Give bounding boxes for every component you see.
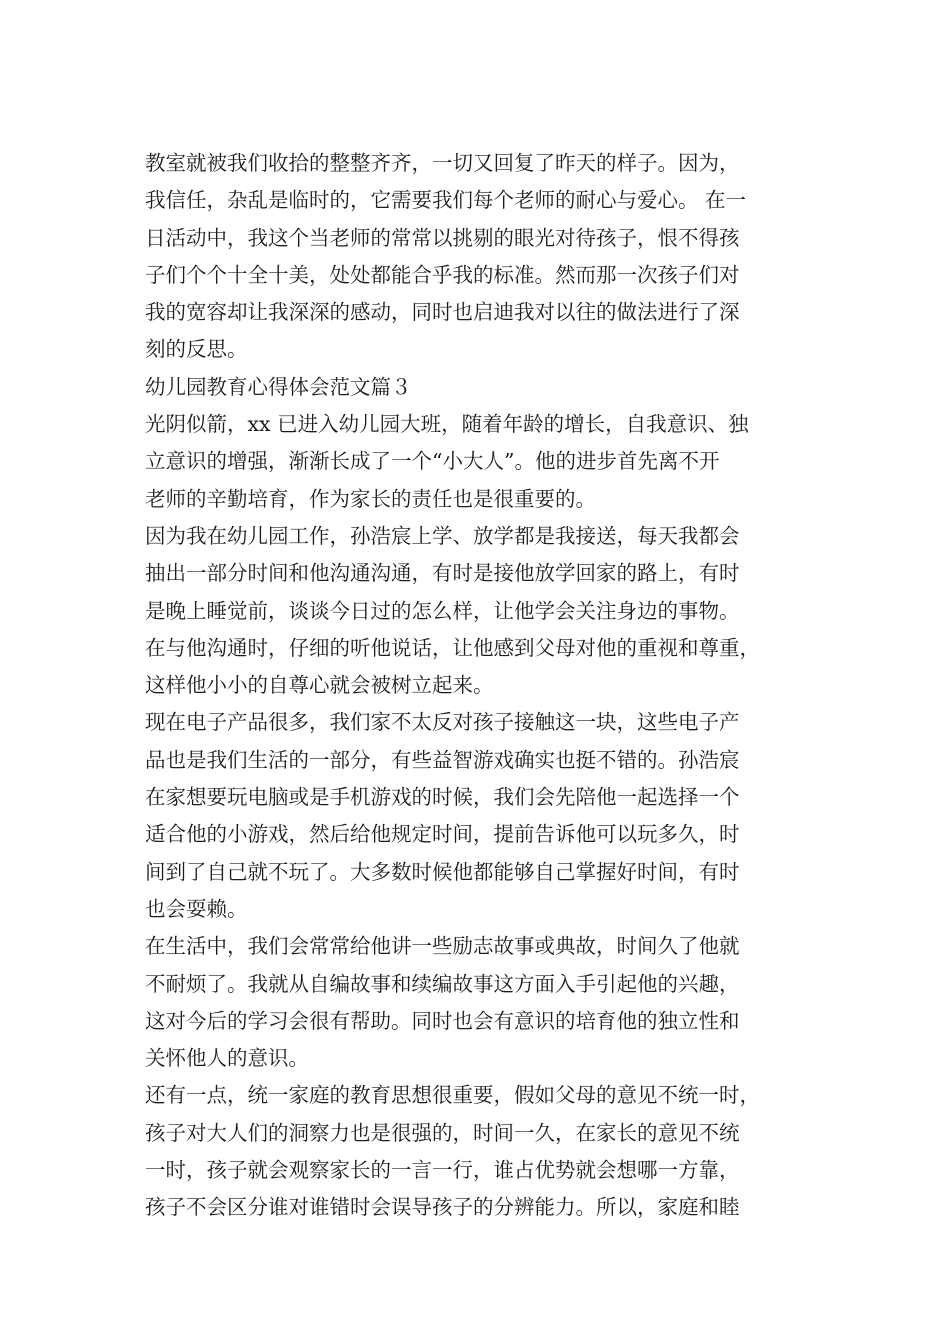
text-line: 不耐烦了。我就从自编故事和续编故事这方面入手引起他的兴趣，: [145, 971, 740, 996]
text-line: 关怀他人的意识。: [145, 1046, 309, 1071]
text-line: 也会耍赖。: [145, 896, 248, 921]
text-line: 教室就被我们收拾的整整齐齐，一切又回复了昨天的样子。因为，: [145, 151, 740, 175]
text-line: 在生活中，我们会常常给他讲一些励志故事或典故，时间久了他就: [145, 934, 740, 959]
text-line: 老师的辛勤培育，作为家长的责任也是很重要的。: [145, 486, 596, 511]
text-line: 这样他小小的自尊心就会被树立起来。: [145, 673, 494, 698]
text-line: 孩子对大人们的洞察力也是很强的，时间一久，在家长的意见不统: [145, 1120, 740, 1145]
text-line: 子们个个十全十美，处处都能合乎我的标准。然而那一次孩子们对: [145, 262, 740, 287]
text-line: 适合他的小游戏，然后给他规定时间，提前告诉他可以玩多久，时: [145, 822, 740, 847]
document-body: [145, 145, 810, 1227]
text-line: 我的宽容却让我深深的感动，同时也启迪我对以往的做法进行了深: [145, 300, 740, 325]
text-line: 我信任，杂乱是临时的，它需要我们每个老师的耐心与爱心。 在一: [145, 188, 747, 213]
text-line: 现在电子产品很多，我们家不太反对孩子接触这一块，这些电子产: [145, 710, 740, 735]
text-line: 一时，孩子就会观察家长的一言一行，谁占优势就会想哪一方靠，: [145, 1158, 740, 1183]
text-line: 间到了自己就不玩了。大多数时候他都能够自己掌握好时间，有时: [145, 859, 740, 884]
text-line: 光阴似箭，xx 已进入幼儿园大班，随着年龄的增长，自我意识、独: [145, 412, 749, 437]
text-line: 刻的反思。: [145, 337, 248, 362]
text-line: 还有一点，统一家庭的教育思想很重要，假如父母的意见不统一时，: [145, 1083, 760, 1108]
text-line: 是晚上睡觉前，谈谈今日过的怎么样，让他学会关注身边的事物。: [145, 598, 740, 623]
text-line: 在与他沟通时，仔细的听他说话，让他感到父母对他的重视和尊重，: [145, 635, 760, 660]
section-heading: 幼儿园教育心得体会范文篇３: [145, 374, 412, 399]
text-line: 因为我在幼儿园工作，孙浩宸上学、放学都是我接送，每天我都会: [145, 523, 740, 548]
text-line: 在家想要玩电脑或是手机游戏的时候，我们会先陪他一起选择一个: [145, 785, 740, 810]
text-line: 日活动中，我这个当老师的常常以挑剔的眼光对待孩子，恨不得孩: [145, 225, 740, 250]
text-line: 品也是我们生活的一部分，有些益智游戏确实也挺不错的。孙浩宸: [145, 747, 740, 772]
text-line: 立意识的增强，渐渐长成了一个“小大人”。他的进步首先离不开: [145, 449, 720, 474]
text-line: 这对今后的学习会很有帮助。同时也会有意识的培育他的独立性和: [145, 1008, 740, 1033]
text-line: 抽出一部分时间和他沟通沟通，有时是接他放学回家的路上，有时: [145, 561, 740, 586]
text-line: 孩子不会区分谁对谁错时会误导孩子的分辨能力。所以，家庭和睦: [145, 1195, 740, 1220]
